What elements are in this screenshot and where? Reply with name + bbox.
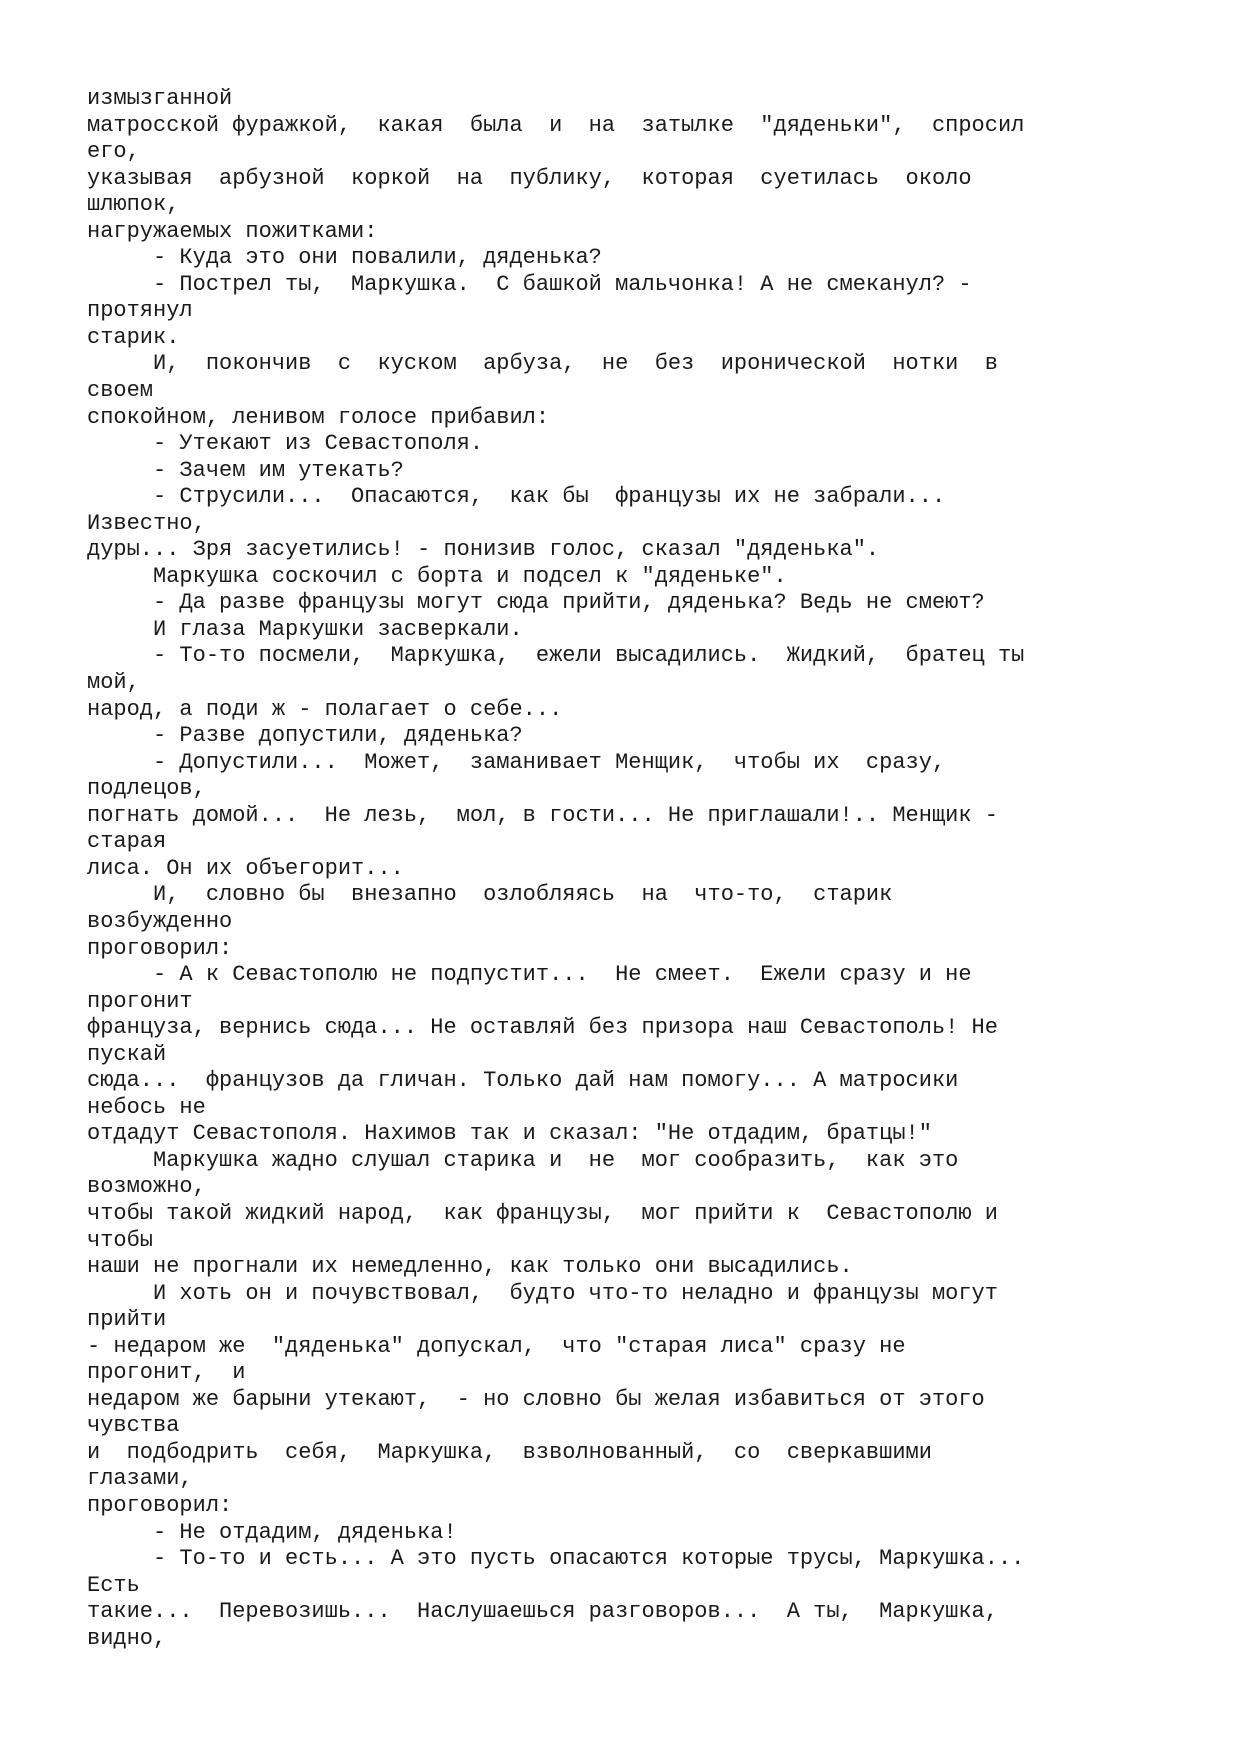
text-line: проговорил:	[87, 1492, 233, 1518]
text-line: своем	[87, 378, 154, 404]
text-line: И глаза Маркушки засверкали.	[87, 616, 523, 642]
text-line: возможно,	[87, 1174, 206, 1200]
text-line: Маркушка жадно слушал старика и не мог сообразить, как это	[87, 1147, 959, 1173]
text-line: небось не	[87, 1094, 206, 1120]
text-line: подлецов,	[87, 776, 206, 802]
text-line: И хоть он и почувствовал, будто что-то неладно и французы могут	[87, 1280, 998, 1306]
text-line: Известно,	[87, 510, 206, 536]
text-line: лиса. Он их объегорит...	[87, 855, 404, 881]
text-line: - То-то и есть... А это пусть опасаются которые трусы, Маркушка...	[87, 1546, 1025, 1572]
text-line: шлюпок,	[87, 192, 180, 218]
text-line: его,	[87, 139, 140, 165]
text-line: погнать домой... Не лезь, мол, в гости... Не приглашали!.. Менщик -	[87, 802, 998, 828]
text-line: - Пострел ты, Маркушка. С башкой мальчонка! А не смеканул? -	[87, 271, 972, 297]
text-line: - Допустили... Может, заманивает Менщик, чтобы их сразу,	[87, 749, 946, 775]
text-line: чтобы такой жидкий народ, как французы, мог прийти к Севастополю и	[87, 1200, 998, 1226]
text-line: проговорил:	[87, 935, 233, 961]
text-line: старая	[87, 829, 167, 855]
text-line: - Не отдадим, дяденька!	[87, 1519, 457, 1545]
text-line: недаром же барыни утекают, - но словно бы желая избавиться от этого	[87, 1386, 985, 1412]
text-line: наши не прогнали их немедленно, как только они высадились.	[87, 1254, 853, 1280]
text-line: старик.	[87, 324, 180, 350]
text-line: и подбодрить себя, Маркушка, взволнованный, со сверкавшими	[87, 1439, 932, 1465]
text-line: возбужденно	[87, 908, 233, 934]
text-line: И, покончив с куском арбуза, не без иронической нотки в	[87, 351, 998, 377]
text-line: глазами,	[87, 1466, 193, 1492]
text-line: - А к Севастополю не подпустит... Не смеет. Ежели сразу и не	[87, 962, 972, 988]
text-line: Маркушка соскочил с борта и подсел к "дяденьке".	[87, 563, 787, 589]
text-line: пускай	[87, 1041, 167, 1067]
text-line: - То-то посмели, Маркушка, ежели высадились. Жидкий, братец ты	[87, 643, 1025, 669]
text-line: француза, вернись сюда... Не оставляй без призора наш Севастополь! Не	[87, 1015, 998, 1041]
text-line: - Да разве французы могут сюда прийти, дяденька? Ведь не смеют?	[87, 590, 985, 616]
text-line: указывая арбузной коркой на публику, которая суетилась около	[87, 165, 972, 191]
text-line: сюда... французов да гличан. Только дай нам помогу... А матросики	[87, 1068, 959, 1094]
text-line: - Куда это они повалили, дяденька?	[87, 245, 602, 271]
text-line: - Утекают из Севастополя.	[87, 431, 484, 457]
document-body-text	[87, 86, 1207, 1652]
text-line: отдадут Севастополя. Нахимов так и сказал: "Не отдадим, братцы!"	[87, 1121, 932, 1147]
text-line: - Разве допустили, дяденька?	[87, 723, 523, 749]
text-line: спокойном, ленивом голосе прибавил:	[87, 404, 550, 430]
text-line: Есть	[87, 1572, 140, 1598]
text-line: - Зачем им утекать?	[87, 457, 404, 483]
text-line: нагружаемых пожитками:	[87, 218, 378, 244]
text-line: И, словно бы внезапно озлобляясь на что-то, старик	[87, 882, 893, 908]
text-line: чтобы	[87, 1227, 154, 1253]
text-line: - недаром же "дяденька" допускал, что "старая лиса" сразу не	[87, 1333, 906, 1359]
text-line: - Струсили... Опасаются, как бы французы их не забрали...	[87, 484, 946, 510]
text-line: матросской фуражкой, какая была и на затылке "дяденьки", спросил	[87, 112, 1025, 138]
text-line: видно,	[87, 1625, 167, 1651]
text-line: народ, а поди ж - полагает о себе...	[87, 696, 563, 722]
text-line: дуры... Зря засуетились! - понизив голос, сказал "дяденька".	[87, 537, 880, 563]
text-line: прийти	[87, 1307, 167, 1333]
text-line: прогонит	[87, 988, 193, 1014]
text-line: чувства	[87, 1413, 180, 1439]
text-line: мой,	[87, 670, 140, 696]
text-line: измызганной	[87, 86, 233, 111]
text-line: протянул	[87, 298, 193, 324]
text-line: прогонит, и	[87, 1360, 246, 1386]
text-line: такие... Перевозишь... Наслушаешься разговоров... А ты, Маркушка,	[87, 1599, 998, 1625]
